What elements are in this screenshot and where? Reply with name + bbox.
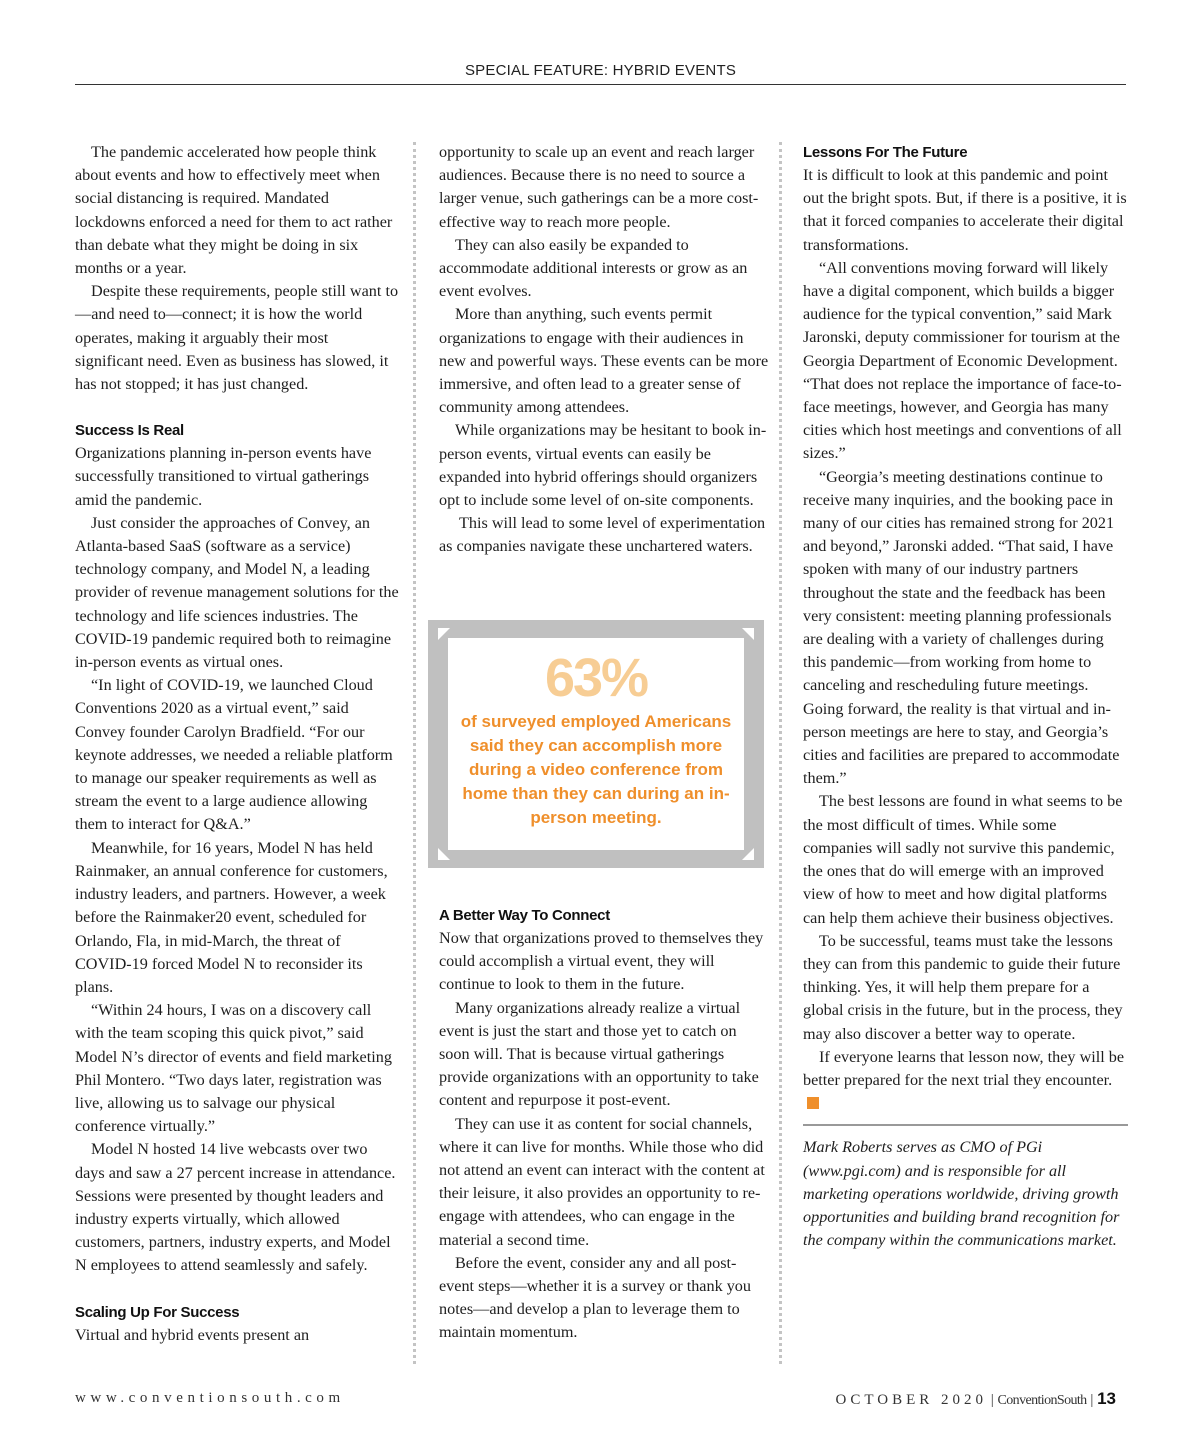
- subheading-success-is-real: Success Is Real: [75, 422, 184, 440]
- end-square-icon: [807, 1097, 819, 1109]
- paragraph: Many organizations already realize a virtual event is just the start and those yet to catch on soon will. That is because virtual gatherings provide organizations with an opportunity to take content and repurpose it post-event.: [439, 998, 759, 1110]
- column-divider: [779, 142, 782, 1364]
- paragraph: It is difficult to look at this pandemic and point out the bright spots. But, if there is a positive, it is that it forced companies to accelerate their digital transformations.: [803, 166, 1127, 254]
- paragraph: “Georgia’s meeting destinations continue to receive many inquiries, and the booking pace in many of our cities has remained strong for 2021 and beyond,” Jaronski added. “That said, I have spoken with many of our industry partners throughout the state and the feedback has been very consistent: meeting planning professionals are dealing with a variety of challenges during this pandemic—from working from home to canceling and rescheduling future meetings. Going forward, the reality is that virtual and in-person meetings are here to stay, and Georgia’s cities and facilities are prepared to accommodate them.”: [803, 467, 1120, 788]
- page-number: 13: [1097, 1389, 1116, 1408]
- paragraph: This will lead to some level of experimentation as companies navigate these unchartered waters.: [439, 514, 766, 556]
- paragraph: While organizations may be hesitant to book in-person events, virtual events can easily be expanded into hybrid offerings should organizers opt to include some level of on-site components.: [439, 421, 767, 510]
- paragraph: To be successful, teams must take the lessons they can from this pandemic to guide their future thinking. Yes, it will help them prepare for a global crisis in the future, but in the process, they may also discover a better way to operate.: [803, 931, 1123, 1043]
- footer-separator: |: [1090, 1392, 1094, 1408]
- section-header: [75, 62, 1126, 85]
- paragraph-final: [803, 1046, 1128, 1116]
- paragraph: “In light of COVID-19, we launched Cloud Conventions 2020 as a virtual event,” said Convey founder Carolyn Bradfield. “For our keynote addresses, we needed a reliable platform to manage our speaker requirements as well as stream the event to a large audience allowing them to interact for Q&A.”: [75, 676, 393, 834]
- paragraph: Now that organizations proved to themselves they could accomplish a virtual event, they will continue to look to them in the future.: [439, 929, 764, 994]
- paragraph: Meanwhile, for 16 years, Model N has held Rainmaker, an annual conference for customers, industry leaders, and partners. However, a week before the Rainmaker20 event, scheduled for Orlando, Fla, in mid-March, the threat of COVID-19 forced Model N to reconsider its plans.: [75, 838, 388, 996]
- paragraph: Organizations planning in-person events have successfully transitioned to virtual gatherings amid the pandemic.: [75, 444, 372, 509]
- column-divider: [413, 142, 416, 1364]
- paragraph: Model N hosted 14 live webcasts over two days and saw a 27 percent increase in attendance. Sessions were presented by thought leaders and industry experts virtually, which allowed customers, partners, industry experts, and Model N employees to attend seamlessly and safely.: [75, 1140, 396, 1275]
- paragraph: The best lessons are found in what seems to be the most difficult of times. While some companies will sadly not survive this pandemic, the ones that do will emerge with an improved view of how to meet and how digital platforms can help them achieve their business objectives.: [803, 792, 1123, 927]
- paragraph: Despite these requirements, people still want to—and need to—connect; it is how the world operates, making it arguably their most significant need. Even as business has slowed, it has not stopped; it has just changed.: [75, 282, 399, 394]
- footer-publication: ConventionSouth: [997, 1393, 1087, 1408]
- paragraph: opportunity to scale up an event and reach larger audiences. Because there is no need to source a larger venue, such gatherings can be a more cost-effective way to reach more people.: [439, 143, 759, 231]
- stat-percentage: 63%: [544, 648, 648, 708]
- paragraph: More than anything, such events permit organizations to engage with their audiences in new and powerful ways. These events can be more immersive, and often lead to a greater sense of community among attendees.: [439, 305, 769, 417]
- paragraph: They can use it as content for social channels, where it can live for months. While those who did not attend an event can interact with the content at their leisure, it also provides an opportunity to re-engage with attendees, who can engage in the material a second time.: [439, 1114, 765, 1249]
- paragraph: Before the event, consider any and all post-event steps—whether it is a survey or thank you notes—and develop a plan to leverage them to maintain momentum.: [439, 1253, 751, 1342]
- paragraph: Virtual and hybrid events present an: [75, 1325, 310, 1344]
- footer-issue-date: OCTOBER 2020: [835, 1392, 988, 1408]
- paragraph: Just consider the approaches of Convey, an Atlanta-based SaaS (software as a service) technology company, and Model N, a leading provider of revenue management solutions for the technology and life sciences industries. The COVID-19 pandemic required both to reimagine in-person events as virtual ones.: [75, 513, 399, 672]
- subheading-scaling-up: Scaling Up For Success: [75, 1303, 240, 1321]
- section-title: SPECIAL FEATURE: HYBRID EVENTS: [464, 62, 737, 79]
- stat-description: of surveyed employed Americans said they can accomplish more during a video conference from home than they can during an in-person meeting.: [460, 712, 732, 827]
- paragraph: They can also easily be expanded to accommodate additional interests or grow as an event evolves.: [439, 235, 748, 301]
- footer-website: www.conventionsouth.com: [75, 1390, 345, 1406]
- paragraph-text: If everyone learns that lesson now, they will be better prepared for the next trial they encounter.: [803, 1047, 1125, 1089]
- stat-callout-box: [428, 620, 764, 868]
- footer-separator: |: [990, 1392, 994, 1408]
- subheading-lessons: Lessons For The Future: [803, 144, 968, 161]
- paragraph: “Within 24 hours, I was on a discovery call with the team scoping this quick pivot,” said Model N’s director of events and field marketing Phil Montero. “Two days later, registration was live, allowing us to salvage our physical conference virtually.”: [75, 1001, 392, 1136]
- article-column-2: [439, 141, 769, 559]
- footer-folio: [836, 1389, 1116, 1409]
- author-bio: Mark Roberts serves as CMO of PGi (www.pgi.com) and is responsible for all marketing operations worldwide, driving growth opportunities and building brand recognition for the company within the communications market.: [803, 1138, 1120, 1250]
- paragraph: “All conventions moving forward will likely have a digital component, which builds a bigger audience for the typical convention,” said Mark Jaronski, deputy commissioner for tourism at the Georgia Department of Economic Development. “That does not replace the importance of face-to-face meetings, however, and Georgia has many cities which host meetings and conventions of all sizes.”: [803, 258, 1122, 463]
- bio-divider: [803, 1124, 1128, 1126]
- subheading-better-way: A Better Way To Connect: [439, 907, 610, 924]
- article-column-3: [803, 141, 1128, 1252]
- article-column-1: [75, 141, 400, 1347]
- article-column-2-lower: [439, 904, 769, 1345]
- stat-callout-inner: [448, 638, 744, 850]
- paragraph: The pandemic accelerated how people think about events and how to effectively meet when social distancing is required. Mandated lockdowns enforced a need for them to act rather than debate what they might be doing in six months or a year.: [75, 143, 393, 278]
